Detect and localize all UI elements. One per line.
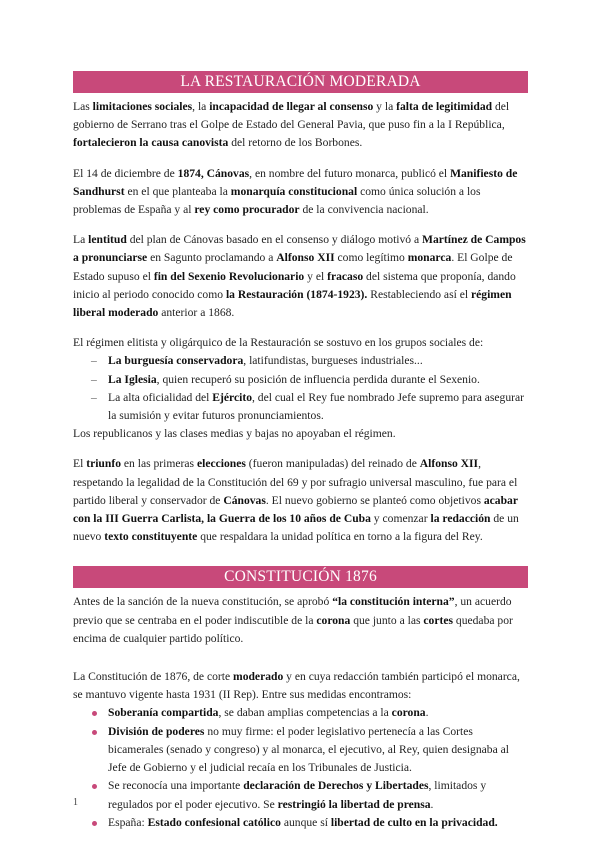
text-run: y la xyxy=(373,100,397,113)
paragraph xyxy=(73,98,528,153)
text-run: (fueron manipuladas) del reinado de xyxy=(245,457,420,471)
bold-text: La Iglesia xyxy=(108,372,157,386)
bold-text: Estado confesional católico xyxy=(147,815,281,829)
text-run: y comenzar xyxy=(370,512,431,526)
bold-text: fortalecieron la causa canovista xyxy=(73,136,229,150)
text-run: España: xyxy=(108,815,148,829)
text-run: . El nuevo gobierno se planteó como objetivos xyxy=(265,493,484,507)
text-run: , latifundistas, burgueses industriales... xyxy=(243,354,423,368)
bold-text: “la constitución interna” xyxy=(332,595,455,609)
text-run: en Sagunto proclamando a xyxy=(147,251,277,265)
text-run: del retorno de los Borbones. xyxy=(228,136,363,150)
paragraph xyxy=(73,593,528,648)
bold-text: Ejército xyxy=(212,390,252,404)
bold-text: Soberanía compartida xyxy=(108,706,219,720)
bold-text: Martínez de Campos a pronunciarse xyxy=(73,233,526,265)
text-run: anterior a 1868. xyxy=(158,306,235,320)
bold-text: Cánovas xyxy=(223,493,266,507)
text-run: , un acuerdo previo que se centraba en el poder indiscutible de la xyxy=(73,595,512,627)
text-run: que junto a las xyxy=(350,613,424,627)
bold-text: monarca xyxy=(407,251,452,265)
bold-text: declaración de Derechos y Libertades xyxy=(243,779,429,793)
text-run: , respetando la legalidad de la Constitución del 69 y por sufragio universal masculino, fue para el partido liberal y conservador de xyxy=(73,457,518,507)
bold-text: fracaso xyxy=(327,269,364,283)
text-run: que respaldara la unidad política en torno a la figura del Rey. xyxy=(197,530,483,544)
text-run: , quien recuperó su posición de influencia perdida durante el Sexenio. xyxy=(156,372,480,386)
document-page xyxy=(73,71,528,832)
text-run: Antes de la sanción de la nueva constitución, se aprobó xyxy=(73,595,333,609)
paragraph xyxy=(73,455,528,546)
social-groups-list xyxy=(73,352,528,425)
text-run: El régimen elitista y oligárquico de la Restauración se sostuvo en los grupos sociales de: xyxy=(73,336,484,350)
text-run: , la xyxy=(192,100,210,113)
measures-list xyxy=(73,704,528,831)
bold-text: texto constituyente xyxy=(104,530,198,544)
text-run: quedaba por encima de cualquier partido político. xyxy=(73,613,513,645)
text-run: Los republicanos y las clases medias y bajas no apoyaban el régimen. xyxy=(73,427,396,441)
bold-text: corona xyxy=(316,613,351,627)
text-run: Se reconocía una importante xyxy=(108,779,244,793)
bold-text: La burguesía conservadora xyxy=(108,354,244,368)
bold-text: libertad de culto en la privacidad. xyxy=(330,815,498,829)
bold-text: régimen liberal moderado xyxy=(73,287,512,320)
section-title-restauracion: LA RESTAURACIÓN MODERADA xyxy=(73,71,528,93)
list-item xyxy=(73,723,528,778)
text-run: aunque sí xyxy=(280,815,331,829)
list-item xyxy=(73,777,528,813)
bold-text: 1874, Cánovas xyxy=(177,166,250,180)
text-run: , limitados y regulados por el poder ejecutivo. Se xyxy=(108,779,487,811)
page-number: 1 xyxy=(73,797,78,808)
text-run: y en cuya redacción también participó el monarca, se mantuvo vigente hasta 1931 (II Rep). Entre sus medidas encontramos: xyxy=(73,670,520,702)
bold-text: restringió la libertad de prensa xyxy=(277,797,431,811)
bold-text: corona xyxy=(391,706,426,720)
text-run: La alta oficialidad del xyxy=(108,390,213,404)
bold-text: fin del Sexenio Revolucionario xyxy=(153,269,305,283)
text-run: . xyxy=(430,797,434,811)
bold-text: moderado xyxy=(233,670,284,684)
bold-text: lentitud xyxy=(88,233,127,247)
bold-text: limitaciones sociales xyxy=(92,100,193,113)
text-run: Las xyxy=(73,100,93,113)
bold-text: cortes xyxy=(423,613,453,627)
text-run: , se daban amplias competencias a la xyxy=(218,706,392,720)
paragraph xyxy=(73,668,528,704)
bold-text: acabar con la III Guerra Carlista, la Guerra de los 10 años de Cuba xyxy=(73,493,518,526)
text-run: , en nombre del futuro monarca, publicó el xyxy=(249,166,451,180)
bold-text: monarquía constitucional xyxy=(230,184,358,198)
text-run: La xyxy=(73,233,89,247)
bold-text: Manifiesto de Sandhurst xyxy=(73,166,518,198)
text-run: El xyxy=(73,457,87,471)
text-run: . xyxy=(425,706,429,720)
text-run: del plan de Cánovas basado en el consenso y diálogo motivó a xyxy=(126,233,423,247)
text-run: no muy firme: el poder legislativo pertenecía a las Cortes bicamerales (senado y congreso) y al monarca, el ejecutivo, al Rey, quien designaba al Jefe de Gobierno y el judicial recaía en los Tribunales de Justicia. xyxy=(108,724,510,775)
paragraph xyxy=(73,165,528,220)
bold-text: rey como procurador xyxy=(194,203,300,217)
bold-text: elecciones xyxy=(196,457,246,471)
bold-text: División de poderes xyxy=(108,724,205,738)
text-run: El 14 de diciembre de xyxy=(73,166,178,180)
paragraph xyxy=(73,334,528,352)
paragraph xyxy=(73,231,528,322)
bold-text: la redacción xyxy=(430,512,491,526)
text-run: en las primeras xyxy=(120,457,197,471)
list-item xyxy=(73,389,528,425)
text-run: del sistema que proponía, dando inicio al periodo conocido como xyxy=(73,269,516,301)
list-item xyxy=(73,352,528,370)
bold-text: triunfo xyxy=(86,457,121,471)
text-run: de la convivencia nacional. xyxy=(299,203,429,217)
bold-text: incapacidad de llegar al consenso xyxy=(209,100,374,113)
text-run: y el xyxy=(304,269,328,283)
text-run: , del cual el Rey fue nombrado Jefe supremo para asegurar la sumisión y evitar futuros pronunciamientos. xyxy=(108,390,525,423)
text-run: como única solución a los problemas de España y al xyxy=(73,184,481,217)
list-item xyxy=(73,704,528,722)
paragraph xyxy=(73,425,528,443)
list-item xyxy=(73,814,528,832)
bold-text: falta de legitimidad xyxy=(396,100,493,113)
text-run: de un nuevo xyxy=(73,512,519,544)
bold-text: la Restauración (1874-1923). xyxy=(225,287,368,301)
section-title-constitucion: CONSTITUCIÓN 1876 xyxy=(73,566,528,588)
text-run: del gobierno de Serrano tras el Golpe de Estado del General Pavia, que puso fin a la I República, xyxy=(73,100,510,132)
text-run: . El Golpe de Estado supuso el xyxy=(73,251,513,283)
text-run: como legítimo xyxy=(334,251,408,265)
text-run: en el que planteaba la xyxy=(124,184,231,198)
text-run: Restableciendo así el xyxy=(367,287,471,301)
bold-text: Alfonso XII xyxy=(276,251,335,265)
list-item xyxy=(73,371,528,389)
bold-text: Alfonso XII xyxy=(419,457,479,471)
text-run: La Constitución de 1876, de corte xyxy=(73,670,234,684)
